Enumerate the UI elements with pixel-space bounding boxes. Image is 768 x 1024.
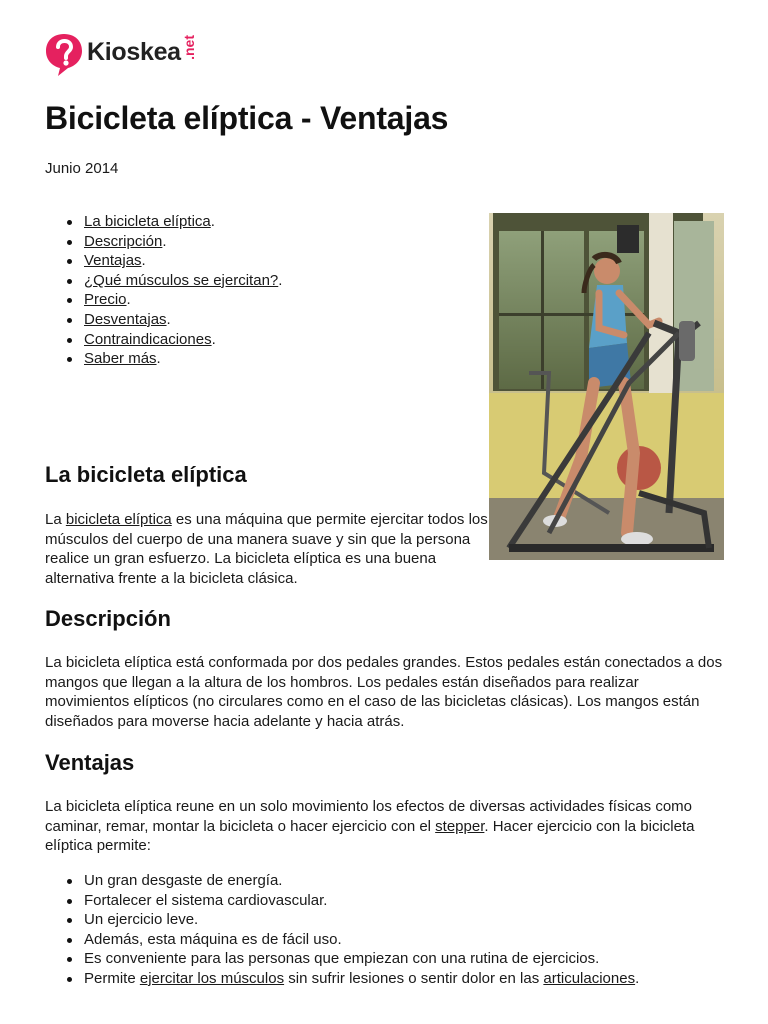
toc-item: Precio. — [84, 290, 282, 310]
toc-link-descripcion[interactable]: Descripción — [84, 232, 163, 250]
stepper-link[interactable]: stepper — [435, 817, 485, 835]
ventajas-paragraph — [45, 797, 720, 856]
ejercitar-musculos-link[interactable]: ejercitar los músculos — [139, 969, 285, 987]
gym-photo-illustration — [489, 213, 724, 560]
toc-item: Desventajas. — [84, 310, 282, 330]
toc-item: Contraindicaciones. — [84, 330, 282, 350]
bullet-text: . — [635, 969, 640, 987]
section-heading-bicicleta: La bicicleta elíptica — [45, 462, 247, 487]
elliptical-bike-photo — [489, 213, 724, 560]
intro-text-end: es una máquina que permite ejercitar todos los músculos del cuerpo de una manera suave y sin que la persona realice un gran esfuerzo. La bicicleta elíptica es una buena alternativa frente a la bicicleta clásica. — [45, 511, 488, 587]
toc-item: ¿Qué músculos se ejercitan?. — [84, 271, 283, 289]
toc-item: Ventajas. — [84, 251, 282, 271]
intro-text-start: La — [45, 511, 66, 528]
kioskea-logo[interactable] — [45, 33, 245, 77]
list-item: Un gran desgaste de energía. — [84, 871, 639, 891]
bicicleta-eliptica-link[interactable]: bicicleta elíptica — [65, 511, 172, 528]
logo-wordmark: Kioskea — [87, 38, 181, 66]
toc-link-contraindicaciones[interactable]: Contraindicaciones — [84, 330, 212, 348]
logo-tld: .net — [181, 35, 197, 60]
ventajas-list — [45, 871, 639, 989]
publish-date: Junio 2014 — [45, 160, 119, 177]
toc-link-precio[interactable]: Precio — [84, 291, 127, 309]
toc-link-musculos[interactable]: ¿Qué músculos se ejercitan? — [84, 271, 279, 289]
descripcion-paragraph: La bicicleta elíptica está conformada por dos pedales grandes. Estos pedales están conectados a dos mangos que llegan a la altura de los hombros. Los pedales están diseñados para realizar movimientos elípticos (no circulares como en el caso de las bicicletas clásicas). Los mangos están diseñados para moverse hacia adelante y hacia atrás. — [45, 654, 723, 730]
section-heading-descripcion: Descripción — [45, 606, 171, 631]
toc-link-bicicleta[interactable]: La bicicleta elíptica — [84, 213, 211, 230]
list-item — [84, 969, 639, 989]
toc-link-desventajas[interactable]: Desventajas — [84, 310, 167, 328]
toc-item: La bicicleta elíptica. — [84, 212, 282, 232]
ventajas-text-start: La bicicleta elíptica reune en un solo movimiento los efectos de diversas actividades físicas como caminar, remar, montar la bicicleta o hacer ejercicio con el — [45, 798, 692, 835]
list-item: Es conveniente para las personas que empiezan con una rutina de ejercicios. — [84, 949, 639, 969]
logo-question-mark-icon — [45, 33, 83, 77]
bullet-text: Permite — [84, 969, 140, 987]
table-of-contents — [45, 212, 282, 369]
ventajas-text-end: . Hacer ejercicio con la bicicleta elíptica permite: — [45, 817, 695, 855]
toc-link-ventajas[interactable]: Ventajas — [84, 252, 142, 270]
page-title: Bicicleta elíptica - Ventajas — [45, 100, 449, 136]
toc-item: Saber más. — [84, 349, 282, 369]
list-item: Además, esta máquina es de fácil uso. — [84, 930, 639, 950]
toc-link-saber-mas[interactable]: Saber más — [84, 350, 157, 368]
bullet-text: sin sufrir lesiones o sentir dolor en las — [284, 969, 544, 987]
list-item: Fortalecer el sistema cardiovascular. — [84, 891, 639, 911]
section-heading-ventajas: Ventajas — [45, 750, 135, 775]
list-item: Un ejercicio leve. — [84, 910, 639, 930]
toc-item: Descripción. — [84, 232, 282, 252]
intro-paragraph — [45, 510, 490, 588]
articulaciones-link[interactable]: articulaciones — [543, 969, 636, 987]
